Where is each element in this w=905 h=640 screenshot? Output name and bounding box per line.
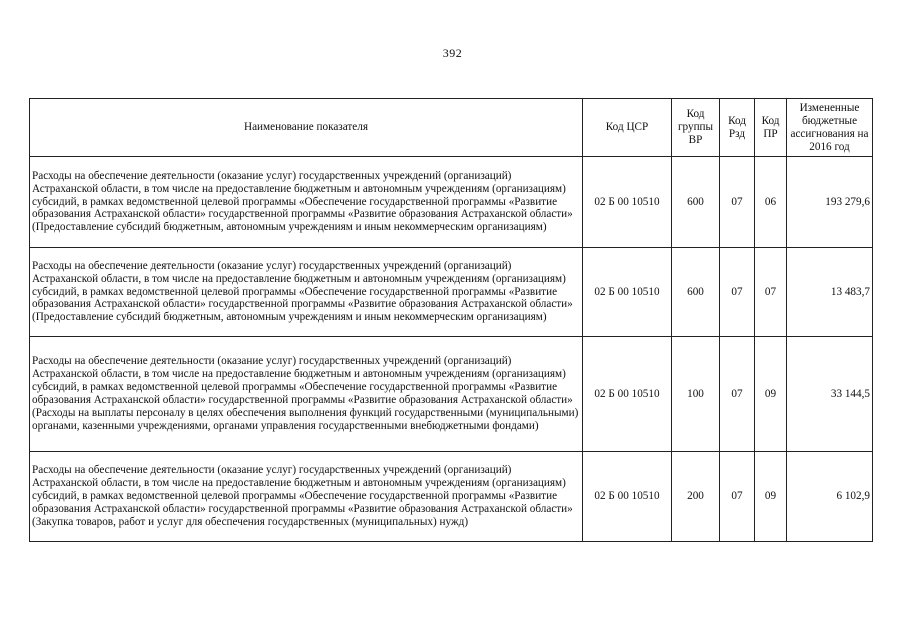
row-rzd: 07 xyxy=(720,248,755,337)
row-vr: 100 xyxy=(672,337,720,452)
header-amount: Измененные бюджетные ассигнования на 2016 год xyxy=(787,99,873,157)
table-row xyxy=(30,337,873,452)
row-amount: 33 144,5 xyxy=(787,337,873,452)
row-rzd: 07 xyxy=(720,157,755,248)
header-rzd: Код Рзд xyxy=(720,99,755,157)
table-header-row xyxy=(30,99,873,157)
budget-table xyxy=(29,98,873,542)
row-csr: 02 Б 00 10510 xyxy=(583,337,672,452)
row-vr: 200 xyxy=(672,452,720,542)
row-rzd: 07 xyxy=(720,337,755,452)
row-amount: 193 279,6 xyxy=(787,157,873,248)
header-name: Наименование показателя xyxy=(30,99,583,157)
row-rzd: 07 xyxy=(720,452,755,542)
row-vr: 600 xyxy=(672,248,720,337)
row-csr: 02 Б 00 10510 xyxy=(583,248,672,337)
header-pr: Код ПР xyxy=(755,99,787,157)
row-amount: 13 483,7 xyxy=(787,248,873,337)
row-name: Расходы на обеспечение деятельности (оказание услуг) государственных учреждений (организаций) Астраханской области, в том числе на предоставление бюджетным и автономным учреждениям (организациям) субсидий, в рамках ведомственной целевой программы «Обеспечение государственной программы «Развитие образования Астраханской области» государственной программы «Развитие образования Астраханской области» (Расходы на выплаты персоналу в целях обеспечения выполнения функций государственными (муниципальными) органами, казенными учреждениями, органами управления государственными внебюджетными фондами) xyxy=(30,337,583,452)
table-row xyxy=(30,157,873,248)
table-row xyxy=(30,248,873,337)
row-name: Расходы на обеспечение деятельности (оказание услуг) государственных учреждений (организаций) Астраханской области, в том числе на предоставление бюджетным и автономным учреждениям (организациям) субсидий, в рамках ведомственной целевой программы «Обеспечение государственной программы «Развитие образования Астраханской области» государственной программы «Развитие образования Астраханской области» (Предоставление субсидий бюджетным, автономным учреждениям и иным некоммерческим организациям) xyxy=(30,157,583,248)
row-amount: 6 102,9 xyxy=(787,452,873,542)
row-name: Расходы на обеспечение деятельности (оказание услуг) государственных учреждений (организаций) Астраханской области, в том числе на предоставление бюджетным и автономным учреждениям (организациям) субсидий, в рамках ведомственной целевой программы «Обеспечение государственной программы «Развитие образования Астраханской области» государственной программы «Развитие образования Астраханской области» (Закупка товаров, работ и услуг для обеспечения государственных (муниципальных) нужд) xyxy=(30,452,583,542)
header-vr: Код группы ВР xyxy=(672,99,720,157)
table-row xyxy=(30,452,873,542)
row-pr: 09 xyxy=(755,337,787,452)
row-pr: 09 xyxy=(755,452,787,542)
row-vr: 600 xyxy=(672,157,720,248)
row-pr: 07 xyxy=(755,248,787,337)
header-csr: Код ЦСР xyxy=(583,99,672,157)
page-number: 392 xyxy=(442,46,463,60)
row-csr: 02 Б 00 10510 xyxy=(583,157,672,248)
row-name: Расходы на обеспечение деятельности (оказание услуг) государственных учреждений (организаций) Астраханской области, в том числе на предоставление бюджетным и автономным учреждениям (организациям) субсидий, в рамках ведомственной целевой программы «Обеспечение государственной программы «Развитие образования Астраханской области» государственной программы «Развитие образования Астраханской области» (Предоставление субсидий бюджетным, автономным учреждениям и иным некоммерческим организациям) xyxy=(30,248,583,337)
row-pr: 06 xyxy=(755,157,787,248)
row-csr: 02 Б 00 10510 xyxy=(583,452,672,542)
